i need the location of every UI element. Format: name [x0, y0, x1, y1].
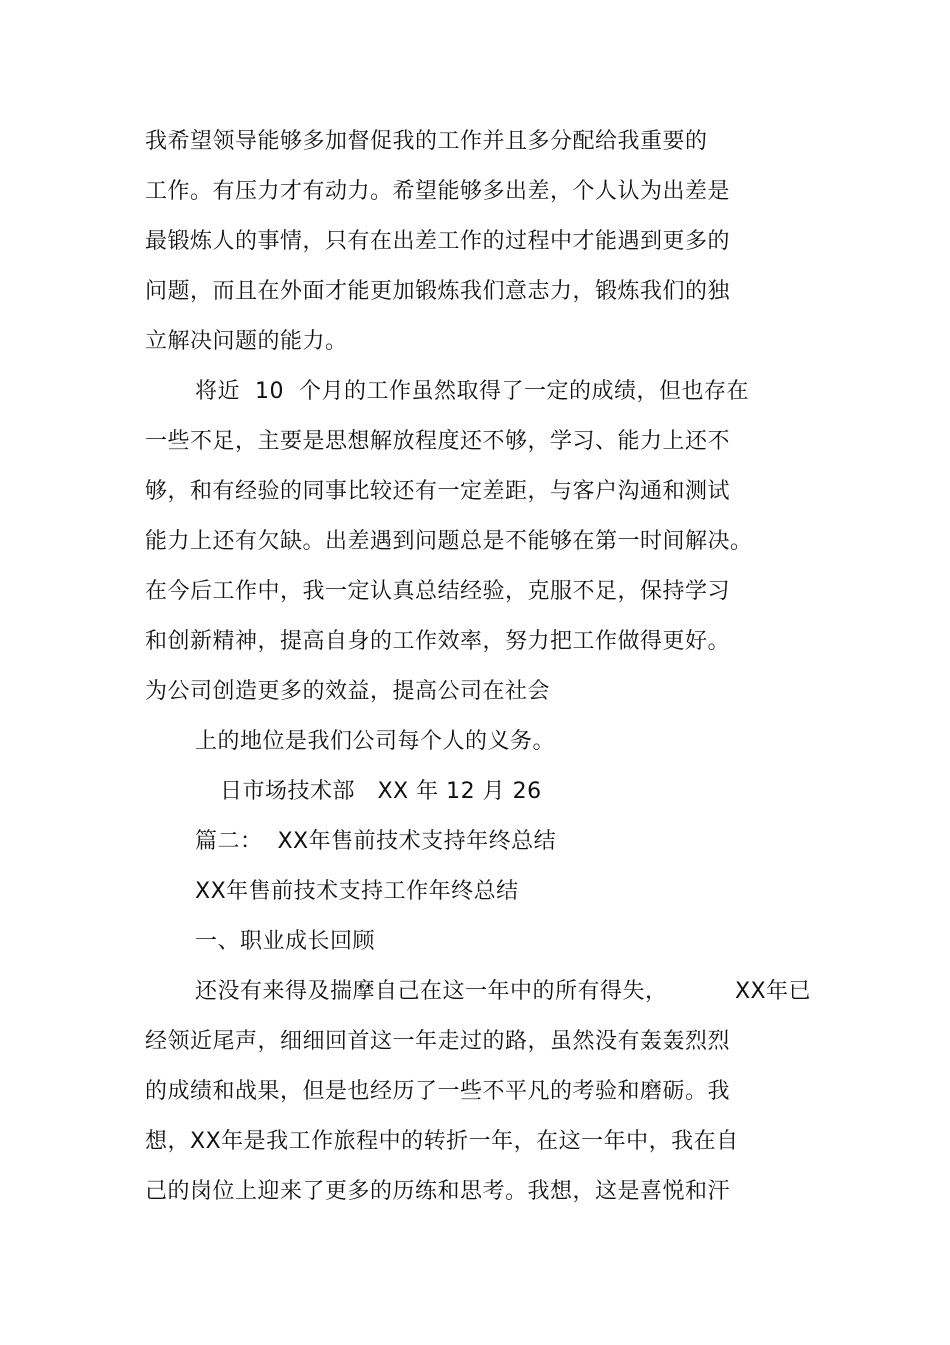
section-heading: 一、职业成长回顾	[195, 929, 376, 954]
text-line: 立解决问题的能力。	[145, 329, 348, 354]
text-line: 的成绩和战果，但是也经历了一些不平凡的考验和磨砺。我	[145, 1079, 731, 1104]
text-line: 经领近尾声，细细回首这一年走过的路，虽然没有轰轰烈烈	[145, 1029, 731, 1054]
text-line: 问题，而且在外面才能更加锻炼我们意志力，锻炼我们的独	[145, 279, 731, 304]
section-title: 篇二： XX年售前技术支持年终总结	[195, 829, 557, 854]
text-line: 将近 10 个月的工作虽然取得了一定的成绩，但也存在	[195, 379, 749, 404]
text-line: 己的岗位上迎来了更多的历练和思考。我想，这是喜悦和汗	[145, 1179, 731, 1204]
document-title: XX年售前技术支持工作年终总结	[195, 879, 519, 904]
text-line: 还没有来得及揣摩自己在这一年中的所有得失， XX年已	[195, 979, 812, 1004]
text-line: 为公司创造更多的效益，提高公司在社会	[145, 679, 551, 704]
text-line: 工作。有压力才有动力。希望能够多出差，个人认为出差是	[145, 179, 731, 204]
text-line: 最锻炼人的事情，只有在出差工作的过程中才能遇到更多的	[145, 229, 731, 254]
signature-line: 日市场技术部 XX 年 12 月 26	[220, 779, 542, 804]
text-line: 上的地位是我们公司每个人的义务。	[195, 729, 556, 754]
text-line: 够，和有经验的同事比较还有一定差距，与客户沟通和测试	[145, 479, 731, 504]
text-line: 和创新精神，提高自身的工作效率，努力把工作做得更好。	[145, 629, 731, 654]
text-line: 一些不足，主要是思想解放程度还不够，学习、能力上还不	[145, 429, 731, 454]
text-line: 能力上还有欠缺。出差遇到问题总是不能够在第一时间解决。	[145, 529, 753, 554]
text-line: 在今后工作中，我一定认真总结经验，克服不足，保持学习	[145, 579, 731, 604]
text-line: 想，XX年是我工作旅程中的转折一年，在这一年中，我在自	[145, 1129, 739, 1154]
text-line: 我希望领导能够多加督促我的工作并且多分配给我重要的	[145, 129, 708, 154]
